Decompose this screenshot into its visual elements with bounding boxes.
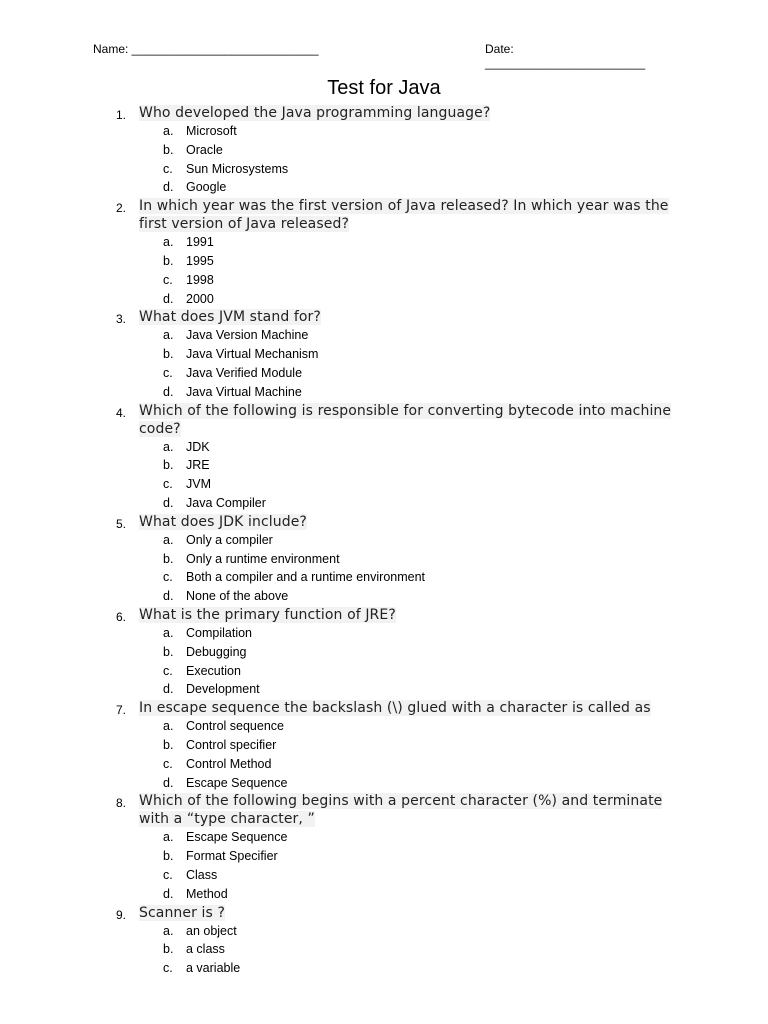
option-text: Escape Sequence — [186, 830, 288, 845]
question-item — [0, 904, 768, 978]
option-letter: a. — [163, 124, 174, 138]
option-letter: a. — [163, 719, 174, 734]
option-text: Development — [186, 682, 260, 697]
option-letter: d. — [163, 291, 174, 306]
answer-option — [0, 587, 768, 606]
question-text-block — [139, 308, 673, 326]
question-number: 9. — [116, 907, 127, 922]
question-text-block — [139, 792, 673, 828]
question-item — [0, 402, 768, 513]
answer-option — [0, 940, 768, 959]
option-letter: d. — [163, 682, 174, 697]
answer-option — [0, 550, 768, 569]
question-text: What does JVM stand for? — [139, 309, 321, 326]
option-text: JVM — [186, 477, 211, 492]
option-letter: c. — [163, 756, 173, 771]
option-letter: a. — [163, 923, 174, 938]
option-text: Java Compiler — [186, 495, 266, 510]
question-item — [0, 792, 768, 903]
option-text: Only a runtime environment — [186, 551, 340, 566]
option-text: Control specifier — [186, 737, 277, 752]
answer-option — [0, 456, 768, 475]
option-letter: c. — [163, 477, 173, 492]
option-text: 1991 — [186, 235, 214, 250]
option-letter: a. — [163, 328, 174, 343]
question-number: 4. — [116, 405, 127, 420]
option-text: a variable — [186, 961, 241, 976]
answer-option — [0, 531, 768, 550]
answer-option — [0, 866, 768, 885]
question-item — [0, 699, 768, 792]
answer-option — [0, 141, 768, 160]
question-text: What is the primary function of JRE? — [139, 606, 396, 623]
option-letter: a. — [163, 439, 174, 454]
option-text: Debugging — [186, 644, 247, 659]
option-letter: a. — [163, 830, 174, 845]
option-text: Google — [186, 180, 227, 195]
option-letter: b. — [163, 347, 174, 362]
answer-option — [0, 643, 768, 662]
option-text: 1998 — [186, 272, 214, 287]
answer-option — [0, 885, 768, 904]
option-text: Java Version Machine — [186, 328, 309, 343]
option-letter: c. — [163, 663, 173, 678]
question-item — [0, 104, 768, 197]
option-letter: a. — [163, 235, 174, 250]
option-text: JDK — [186, 439, 210, 454]
option-text: Java Verified Module — [186, 365, 303, 380]
option-text: Microsoft — [186, 124, 237, 138]
option-letter: a. — [163, 625, 174, 640]
option-letter: b. — [163, 551, 174, 566]
answer-option — [0, 364, 768, 383]
question-text: Which of the following begins with a percent character (%) and terminate with a “type character, ” — [139, 793, 663, 828]
answer-option — [0, 847, 768, 866]
option-text: JRE — [186, 458, 210, 473]
answer-option — [0, 755, 768, 774]
answer-option — [0, 774, 768, 793]
date-field: Date: ________________________ — [485, 42, 646, 70]
answer-option — [0, 922, 768, 941]
answer-option — [0, 662, 768, 681]
question-number: 5. — [116, 516, 127, 531]
question-number: 1. — [116, 108, 127, 122]
answer-option — [0, 475, 768, 494]
answer-option — [0, 271, 768, 290]
option-text: Control sequence — [186, 719, 284, 734]
option-letter: c. — [163, 570, 173, 585]
option-text: Java Virtual Mechanism — [186, 347, 319, 362]
answer-option — [0, 345, 768, 364]
option-letter: c. — [163, 867, 173, 882]
option-text: a class — [186, 942, 225, 957]
option-text: Sun Microsystems — [186, 161, 289, 176]
option-letter: d. — [163, 384, 174, 399]
option-letter: b. — [163, 142, 174, 157]
option-letter: b. — [163, 253, 174, 268]
option-text: Only a compiler — [186, 532, 273, 547]
option-letter: c. — [163, 272, 173, 287]
question-number: 6. — [116, 609, 127, 624]
option-letter: d. — [163, 495, 174, 510]
question-text: Scanner is ? — [139, 904, 225, 921]
question-text-block — [139, 699, 673, 717]
option-text: Compilation — [186, 625, 253, 640]
question-text: Who developed the Java programming language? — [139, 105, 491, 121]
option-letter: b. — [163, 942, 174, 957]
option-letter: c. — [163, 961, 173, 976]
option-letter: d. — [163, 589, 174, 604]
question-number: 8. — [116, 796, 127, 811]
question-number: 3. — [116, 312, 127, 327]
option-text: Java Virtual Machine — [186, 384, 302, 399]
question-text: In escape sequence the backslash (\) glued with a character is called as — [139, 700, 651, 717]
option-text: Both a compiler and a runtime environment — [186, 570, 426, 585]
answer-option — [0, 959, 768, 978]
name-field: Name: ____________________________ — [93, 42, 319, 56]
option-text: 2000 — [186, 291, 214, 306]
option-text: Class — [186, 867, 218, 882]
option-letter: b. — [163, 849, 174, 864]
option-text: Method — [186, 886, 228, 901]
option-text: Escape Sequence — [186, 775, 288, 790]
option-text: Execution — [186, 663, 241, 678]
answer-option — [0, 736, 768, 755]
answer-option — [0, 122, 768, 141]
option-letter: d. — [163, 886, 174, 901]
answer-option — [0, 160, 768, 179]
question-item — [0, 308, 768, 401]
option-letter: c. — [163, 161, 173, 176]
answer-option — [0, 326, 768, 345]
option-letter: b. — [163, 458, 174, 473]
answer-option — [0, 290, 768, 309]
answer-option — [0, 568, 768, 587]
question-text: Which of the following is responsible for converting bytecode into machine code? — [139, 402, 672, 437]
option-text: Format Specifier — [186, 849, 278, 864]
option-letter: d. — [163, 775, 174, 790]
answer-option — [0, 494, 768, 513]
question-number: 2. — [116, 201, 127, 216]
answer-option — [0, 717, 768, 736]
answer-option — [0, 383, 768, 402]
question-text-block — [139, 606, 673, 624]
option-letter: b. — [163, 737, 174, 752]
document-title: Test for Java — [327, 77, 441, 99]
question-text: What does JDK include? — [139, 513, 307, 530]
question-text-block — [139, 513, 673, 531]
answer-option — [0, 624, 768, 643]
answer-option — [0, 233, 768, 252]
option-text: an object — [186, 923, 237, 938]
question-list — [0, 104, 768, 978]
question-number: 7. — [116, 703, 127, 718]
question-item — [0, 606, 768, 699]
answer-option — [0, 178, 768, 197]
header-row — [93, 42, 675, 70]
option-letter: c. — [163, 365, 173, 380]
answer-option — [0, 680, 768, 699]
option-text: Oracle — [186, 142, 223, 157]
option-text: None of the above — [186, 589, 289, 604]
question-text-block — [139, 104, 673, 122]
answer-option — [0, 252, 768, 271]
option-letter: a. — [163, 532, 174, 547]
question-item — [0, 513, 768, 606]
option-letter: d. — [163, 180, 174, 195]
question-text-block — [139, 402, 673, 438]
answer-option — [0, 438, 768, 457]
answer-option — [0, 828, 768, 847]
question-item — [0, 197, 768, 308]
option-text: 1995 — [186, 253, 214, 268]
option-text: Control Method — [186, 756, 272, 771]
question-text-block — [139, 904, 673, 922]
question-text: In which year was the first version of Java released? In which year was the first version of Java released? — [139, 198, 669, 233]
question-text-block — [139, 197, 673, 233]
option-letter: b. — [163, 644, 174, 659]
